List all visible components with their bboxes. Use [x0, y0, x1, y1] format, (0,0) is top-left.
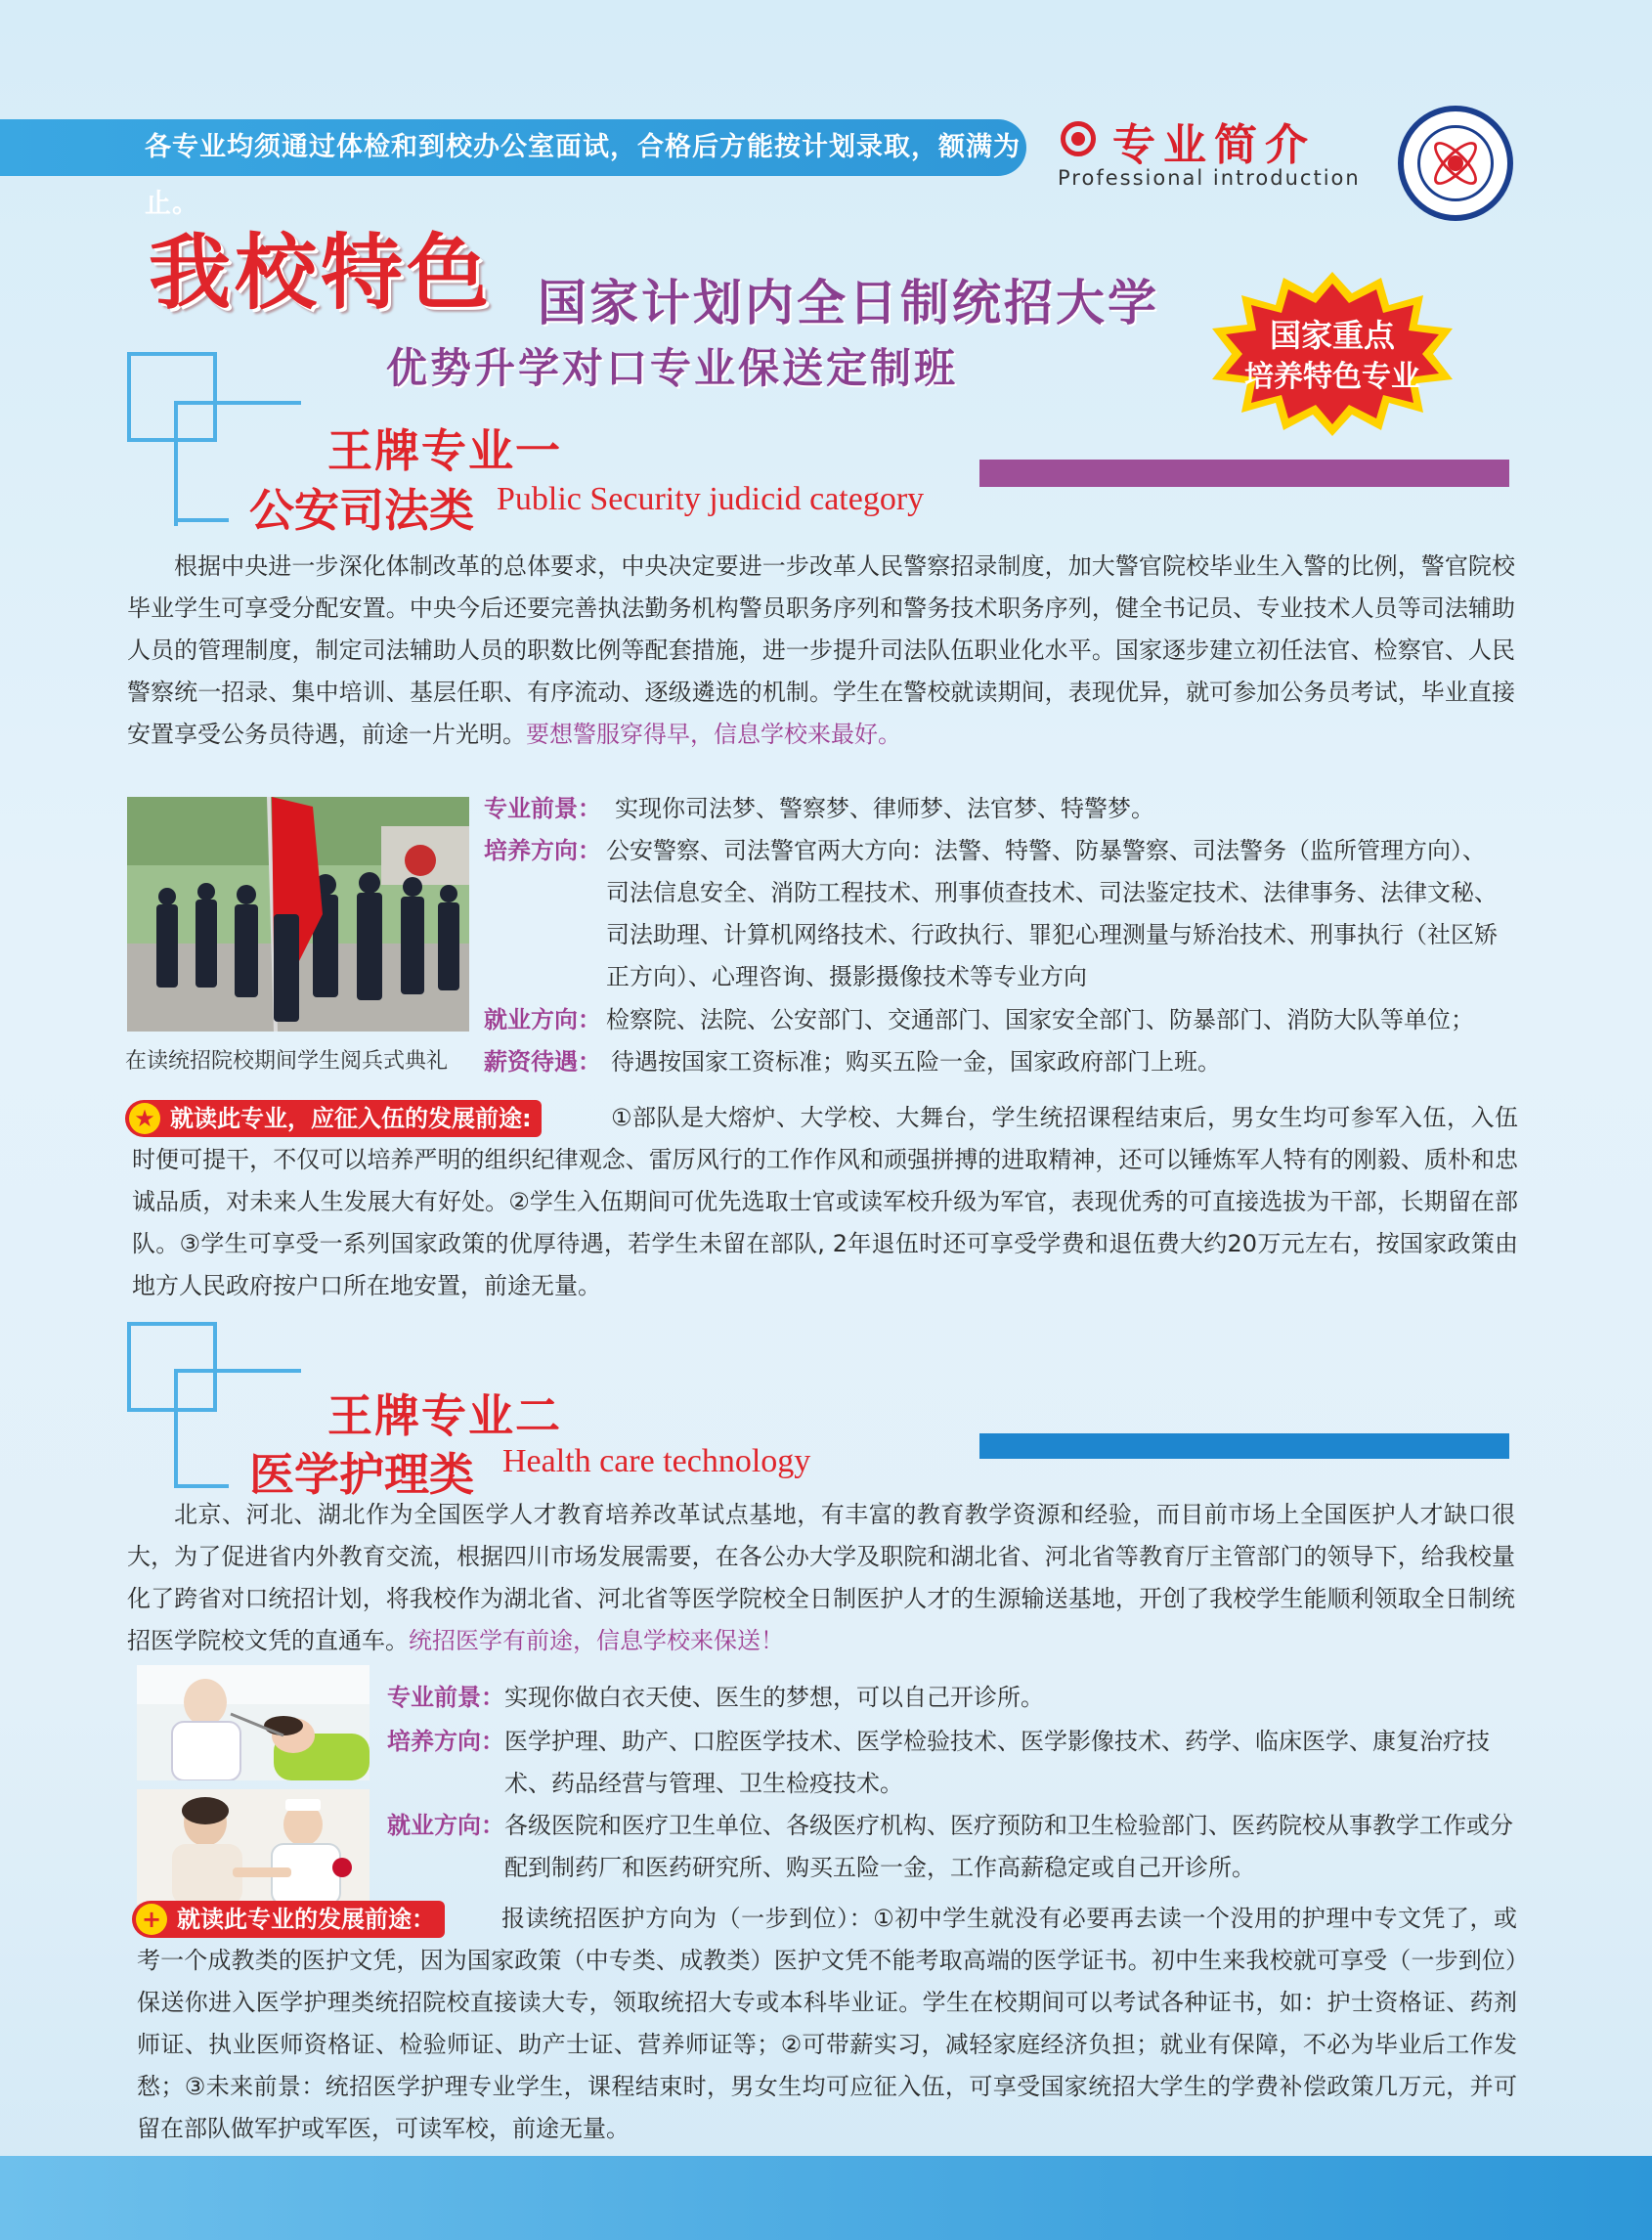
major1-intro: [127, 546, 1515, 756]
detail-value: 待遇按国家工资标准；购买五险一金，国家政府部门上班。: [611, 1048, 1221, 1076]
major1-intro-text: 根据中央进一步深化体制改革的总体要求，中央决定要进一步改革人民警察招录制度，加大警官院校毕业生入警的比例，警官院校毕业学生可享受分配安置。中央今后还要完善执法勤务机构警员职务序列和警务技术职务序列，健全书记员、专业技术人员等司法辅助人员的管理制度，制定司法辅助人员的职数比例等配套措施，进一步提升司法队伍职业化水平。国家逐步建立初任法官、检察官、人民警察统一招录、集中培训、基层任职、有序流动、逐级遴选的机制。学生在警校就读期间，表现优异，就可参加公务员考试，毕业直接安置享受公务员待遇，前途一片光明。: [127, 552, 1515, 748]
bottom-band: [0, 2156, 1652, 2240]
major2-prospect-text: 报读统招医护方向为（一步到位）：①初中学生就没有必要再去读一个没用的护理中专文凭了，或考一个成教类的医护文凭，因为国家政策（中专类、成教类）医护文凭不能考取高端的医学证书。初中生来我校就可享受（一步到位）保送你进入医学护理类统招院校直接读大专，领取统招大专或本科毕业证。学生在校期间可以考试各种证书，如：护士资格证、药剂师证、执业医师资格证、检验师证、助产士证、营养师证等；②可带薪实习，减轻家庭经济负担；就业有保障，不必为毕业后工作发愁；③未来前景：统招医学护理专业学生，课程结束时，男女生均可应征入伍，可享受国家统招大学生的学费补偿政策几万元，并可留在部队做军护或军医，可读军校，前途无量。: [137, 1905, 1517, 2142]
detail-value: 检察院、法院、公安部门、交通部门、国家安全部门、防暴部门、消防大队等单位；: [606, 1006, 1474, 1033]
detail-label: 就业方向：: [387, 1812, 504, 1839]
feature-line-1: 国家计划内全日制统招大学: [538, 275, 1159, 331]
admission-notice: 各专业均须通过体检和到校办公室面试，合格后方能按计划录取，额满为止。: [0, 119, 1026, 176]
major1-prospect-label: 就读此专业，应征入伍的发展前途:: [170, 1105, 532, 1132]
major1-english: Public Security judicid category: [497, 481, 925, 517]
major1-intro-highlight: 要想警服穿得早，信息学校来最好。: [526, 721, 901, 748]
detail-value: 实现你做白衣天使、医生的梦想，可以自己开诊所。: [504, 1684, 1044, 1711]
detail-label: 就业方向：: [484, 1006, 601, 1033]
major1-number: 王牌专业一: [327, 424, 562, 477]
major1-prospect-text: ①部队是大熔炉、大学校、大舞台，学生统招课程结束后，男女生均可参军入伍，入伍时便可提干，不仅可以培养严明的组织纪律观念、雷厉风行的工作作风和顽强拼搏的进取精神，还可以锤炼军人特有的刚毅、质朴和忠诚品质，对未来人生发展大有好处。②学生入伍期间可优先选取士官或读军校升级为军官，表现优秀的可直接选拔为干部，长期留在部队。③学生可享受一系列国家政策的优厚待遇，若学生未留在部队, 2年退伍时还可享受学费和退伍费大约20万元左右，按国家政策由地方人民政府按户口所在地安置，前途无量。: [132, 1104, 1518, 1299]
major2-intro: [127, 1494, 1515, 1662]
burst-line-1: 国家重点: [1269, 317, 1395, 354]
detail-value: 医学护理、助产、口腔医学技术、医学检验技术、医学影像技术、药学、临床医学、康复治疗技术、药品经营与管理、卫生检疫技术。: [504, 1728, 1490, 1797]
major2-intro-highlight: 统招医学有前途，信息学校来保送！: [409, 1627, 784, 1654]
parade-photo: [127, 797, 469, 1032]
detail-label: 培养方向：: [484, 837, 601, 864]
major2-intro-text: 北京、河北、湖北作为全国医学人才教育培养改革试点基地，有丰富的教育教学资源和经验，而目前市场上全国医护人才缺口很大，为了促进省内外教育交流，根据四川市场发展需要，在各公办大学及职院和湖北省、河北省等教育厅主管部门的领导下，给我校量化了跨省对口统招计划，将我校作为湖北省、河北省等医学院校全日制医护人才的生源输送基地，开创了我校学生能顺利领取全日制统招医学院校文凭的直通车。: [127, 1501, 1515, 1654]
major1-bar: [979, 460, 1509, 487]
detail-label: 培养方向：: [387, 1728, 504, 1755]
burst-line-2: 培养特色专业: [1244, 360, 1420, 394]
major2-prospect-label: 就读此专业的发展前途：: [177, 1906, 435, 1933]
cross-icon: +: [136, 1904, 167, 1935]
major2-number: 王牌专业二: [327, 1389, 562, 1442]
school-logo: [1398, 106, 1513, 221]
dental-photo: [137, 1665, 370, 1780]
detail-label: 专业前景：: [484, 795, 601, 822]
major1-title: 公安司法类: [249, 484, 474, 537]
target-icon: [1061, 121, 1096, 156]
deco-line: [174, 518, 229, 522]
deco-line: [174, 1484, 229, 1488]
major2-bar: [979, 1433, 1509, 1459]
major2-english: Health care technology: [502, 1443, 811, 1479]
feature-line-2: 优势升学对口专业保送定制班: [386, 344, 959, 392]
nurse-photo: [137, 1789, 370, 1905]
major2-title: 医学护理类: [249, 1448, 474, 1501]
detail-value: 各级医院和医疗卫生单位、各级医疗机构、医疗预防和卫生检验部门、医药院校从事教学工作或分配到制药厂和医药研究所、购买五险一金，工作高薪稳定或自己开诊所。: [504, 1812, 1513, 1881]
intro-title: 专业简介: [1112, 120, 1316, 170]
intro-subtitle: Professional introduction: [1058, 166, 1361, 190]
feature-title: 我校特色: [149, 224, 494, 321]
detail-value: 实现你司法梦、警察梦、律师梦、法官梦、特警梦。: [615, 795, 1154, 822]
detail-label: 专业前景：: [387, 1684, 504, 1711]
detail-label: 薪资待遇：: [484, 1048, 601, 1076]
detail-value: 公安警察、司法警官两大方向：法警、特警、防暴警察、司法警务（监所管理方向）、司法信息安全、消防工程技术、刑事侦查技术、司法鉴定技术、法律事务、法律文秘、司法助理、计算机网络技术、行政执行、罪犯心理测量与矫治技术、刑事执行（社区矫正方向）、心理咨询、摄影摄像技术等专业方向: [606, 837, 1498, 990]
star-icon: ★: [129, 1103, 160, 1134]
parade-caption: 在读统招院校期间学生阅兵式典礼: [125, 1049, 449, 1074]
